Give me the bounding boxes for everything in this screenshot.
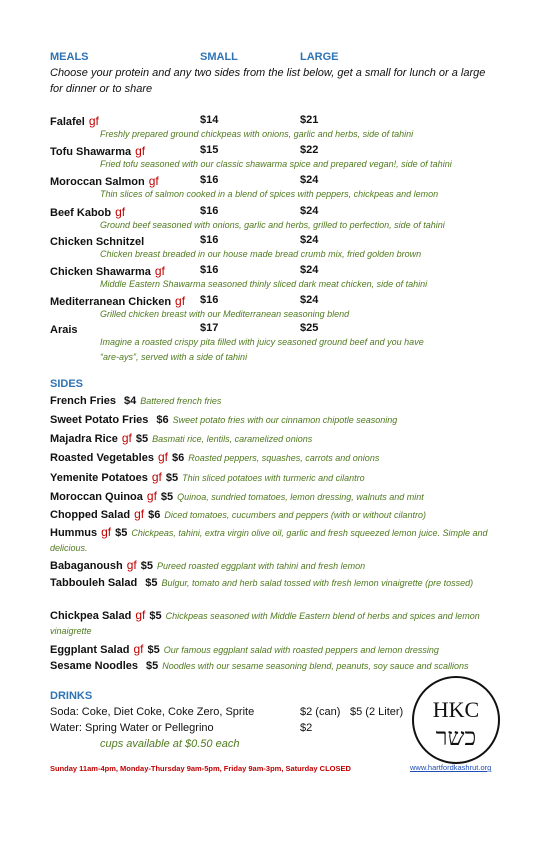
meal-small-price: $16 (200, 234, 219, 246)
meal-description: Ground beef seasoned with onions, garlic and herbs, grilled to perfection, side of tahini (100, 220, 445, 230)
gluten-free-mark: gf (175, 294, 186, 308)
meal-large-price: $24 (300, 234, 319, 246)
gluten-free-mark: gf (134, 507, 145, 521)
gluten-free-mark: gf (133, 642, 144, 656)
website-link[interactable]: www.hartfordkashrut.org (410, 763, 492, 772)
meal-description: Thin slices of salmon cooked in a blend of spices with peppers, chickpeas and lemon (100, 189, 439, 199)
meal-description: Imagine a roasted crispy pita filled with juicy seasoned ground beef and you have “are-ays”, served with a side of tahini (100, 337, 424, 362)
side-description: Thin sliced potatoes with turmeric and cilantro (182, 473, 365, 483)
meal-name: Beef Kabob (50, 207, 112, 219)
side-item (50, 489, 505, 505)
side-description: Our famous eggplant salad with roasted peppers and lemon dressing (163, 645, 439, 655)
meal-name: Chicken Shawarma (50, 266, 151, 278)
side-item (50, 412, 505, 428)
gluten-free-mark: gf (135, 144, 146, 158)
hkc-seal-icon (411, 675, 501, 765)
meal-description: Middle Eastern Shawarma seasoned thinly sliced dark meat chicken, side of tahini (100, 279, 428, 289)
side-price: $5 (147, 644, 160, 656)
meal-small-price: $16 (200, 174, 219, 186)
side-description: Bulgur, tomato and herb salad tossed with fresh lemon vinaigrette (pre tossed) (161, 578, 474, 588)
meal-small-price: $14 (200, 114, 219, 126)
soda-line: Soda: Coke, Diet Coke, Coke Zero, Sprite (50, 706, 255, 718)
side-price: $5 (146, 660, 159, 672)
side-item (50, 658, 505, 674)
side-description: Roasted peppers, squashes, carrots and onions (188, 453, 380, 463)
side-name: Yemenite Potatoes (50, 472, 148, 484)
cups-note: cups available at $0.50 each (100, 738, 240, 750)
side-description: Chickpeas seasoned with Middle Eastern blend of herbs and spices and lemon vinaigrette (50, 611, 480, 636)
gluten-free-mark: gf (148, 174, 159, 188)
hkc-kosher-logo (411, 675, 501, 765)
side-price: $5 (149, 610, 162, 622)
water-line: Water: Spring Water or Pellegrino (50, 722, 214, 734)
side-description: Basmati rice, lentils, caramelized onions (152, 434, 313, 444)
side-description: Sweet potato fries with our cinnamon chipotle seasoning (172, 415, 398, 425)
meal-small-price: $17 (200, 322, 219, 334)
side-item (50, 450, 505, 466)
side-name: Chickpea Salad (50, 610, 132, 622)
gluten-free-mark: gf (126, 558, 137, 572)
side-item (50, 507, 505, 523)
meal-name: Moroccan Salmon (50, 176, 145, 188)
side-price: $5 (135, 433, 149, 445)
gluten-free-mark: gf (151, 470, 162, 484)
meal-large-price: $21 (300, 114, 319, 126)
side-name: Babaganoush (50, 560, 123, 572)
gluten-free-mark: gf (135, 608, 146, 622)
side-item (50, 575, 505, 591)
meal-name: Arais (50, 324, 78, 336)
meal-description: Chicken breast breaded in our house made bread crumb mix, fried golden brown (100, 249, 422, 259)
side-name: Majadra Rice (50, 433, 118, 445)
gluten-free-mark: gf (101, 525, 112, 539)
meals-intro: Choose your protein and any two sides from the list below, get a small for lunch or a large for dinner or to share (50, 67, 486, 95)
side-name: Sweet Potato Fries (50, 414, 149, 426)
meal-small-price: $16 (200, 264, 219, 276)
meal-name: Tofu Shawarma (50, 146, 132, 158)
water-price: $2 (300, 722, 313, 734)
store-hours: Sunday 11am-4pm, Monday-Thursday 9am-5pm, Friday 9am-3pm, Saturday CLOSED (50, 764, 351, 773)
side-price: $5 (115, 527, 128, 539)
side-description: Quinoa, sundried tomatoes, lemon dressing, walnuts and mint (177, 492, 424, 502)
meal-large-price: $24 (300, 205, 319, 217)
meal-name: Chicken Schnitzel (50, 236, 145, 248)
meal-description: Freshly prepared ground chickpeas with onions, garlic and herbs, side of tahini (100, 129, 414, 139)
meal-large-price: $24 (300, 264, 319, 276)
logo-top-text: HKC (432, 697, 480, 722)
side-price: $4 (124, 395, 137, 407)
side-price: $6 (171, 452, 185, 464)
meal-name: Falafel (50, 116, 85, 128)
side-price: $5 (145, 577, 158, 589)
side-description: Noodles with our sesame seasoning blend, peanuts, soy sauce and scallions (162, 661, 469, 671)
small-header: SMALL (200, 51, 238, 63)
sides-header: SIDES (50, 378, 84, 390)
side-name: Roasted Vegetables (50, 452, 154, 464)
meal-name: Mediterranean Chicken (50, 296, 172, 308)
side-description: Pureed roasted eggplant with tahini and fresh lemon (157, 561, 366, 571)
gluten-free-mark: gf (121, 431, 132, 445)
side-price: $6 (156, 414, 169, 426)
side-name: Hummus (50, 527, 98, 539)
side-item (50, 642, 505, 658)
gluten-free-mark: gf (157, 450, 168, 464)
gluten-free-mark: gf (146, 489, 157, 503)
side-price: $5 (165, 472, 179, 484)
side-description: Diced tomatoes, cucumbers and peppers (with or without cilantro) (164, 510, 426, 520)
meal-small-price: $15 (200, 144, 219, 156)
soda-can-price: $2 (can) (300, 706, 341, 718)
meals-header: MEALS (50, 51, 89, 63)
meal-large-price: $22 (300, 144, 319, 156)
side-name: Chopped Salad (50, 509, 131, 521)
gluten-free-mark: gf (88, 114, 99, 128)
meal-description: Grilled chicken breast with our Mediterranean seasoning blend (100, 309, 350, 319)
side-description: Chickpeas, tahini, extra virgin olive oil, garlic and fresh squeezed lemon juice. Simple and delicious. (50, 528, 488, 553)
side-item (50, 470, 505, 486)
side-item (50, 431, 505, 447)
side-item (50, 558, 505, 574)
side-name: Sesame Noodles (50, 660, 139, 672)
meal-large-price: $24 (300, 174, 319, 186)
meal-small-price: $16 (200, 205, 219, 217)
side-description: Battered french fries (140, 396, 222, 406)
side-name: French Fries (50, 395, 117, 407)
logo-bottom-text: כשר (435, 723, 477, 751)
side-price: $5 (160, 491, 174, 503)
meal-large-price: $24 (300, 294, 319, 306)
side-name: Tabbouleh Salad (50, 577, 138, 589)
side-name: Moroccan Quinoa (50, 491, 143, 503)
side-item (50, 608, 505, 639)
gluten-free-mark: gf (154, 264, 165, 278)
meal-small-price: $16 (200, 294, 219, 306)
side-price: $6 (148, 509, 161, 521)
drinks-header: DRINKS (50, 690, 93, 702)
meal-large-price: $25 (300, 322, 319, 334)
meal-description: Fried tofu seasoned with our classic shawarma spice and prepared vegan!, side of tahini (100, 159, 452, 169)
side-price: $5 (140, 560, 153, 572)
soda-liter-price: $5 (2 Liter) (350, 706, 404, 718)
side-item (50, 525, 505, 556)
side-name: Eggplant Salad (50, 644, 130, 656)
gluten-free-mark: gf (115, 205, 126, 219)
side-item (50, 393, 505, 409)
large-header: LARGE (300, 51, 339, 63)
